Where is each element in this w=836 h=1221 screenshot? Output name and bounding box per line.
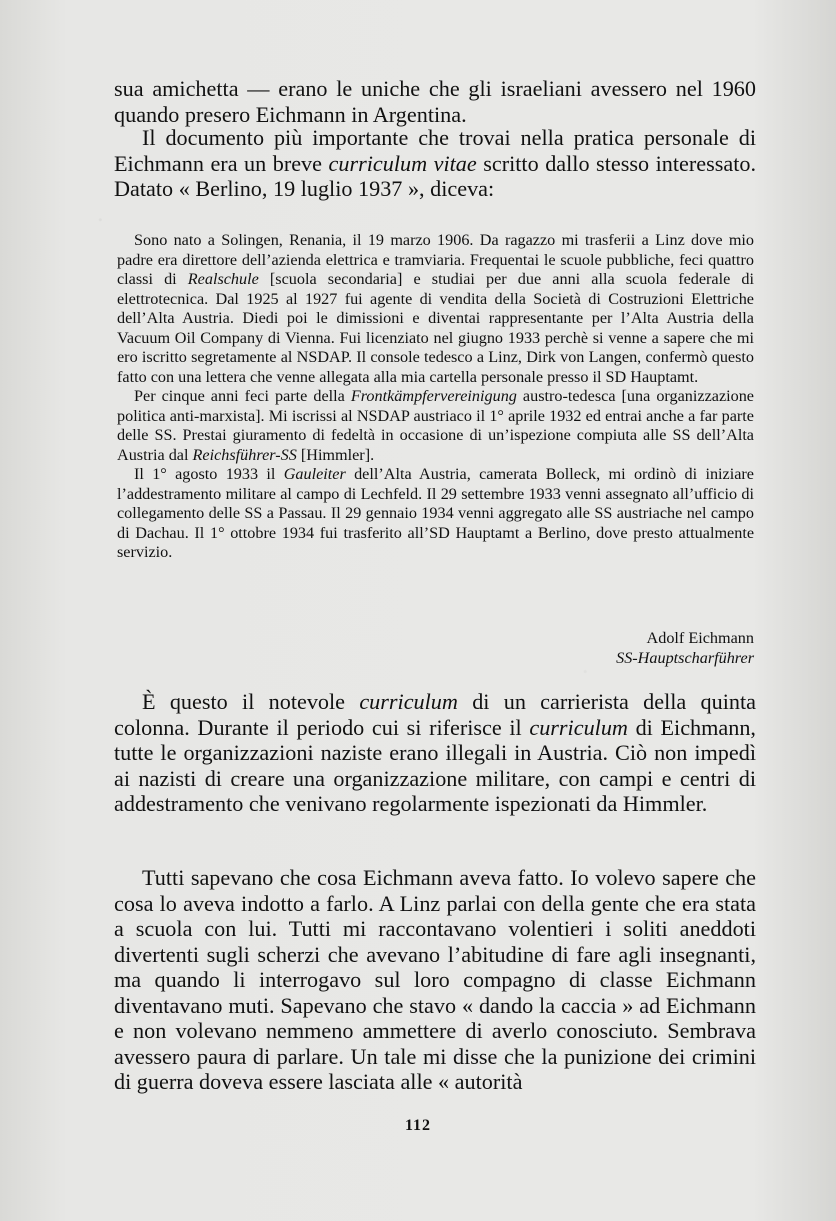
document-intro-paragraph [114, 125, 756, 202]
signature-rank: SS-Hauptscharführer [616, 648, 754, 667]
document-intro-italic: curriculum vitae [328, 150, 477, 176]
quote-p1-before: Sono nato a Solingen, Renania, il 19 marzo 1906. Da ragazzo mi trasferii a Linz dove mio padre era direttore dell’azienda elettrica e tramviaria. Frequentai le scuole pubbliche, feci quattro classi di [117, 231, 754, 288]
analysis-paragraph [114, 689, 756, 817]
page-number: 112 [404, 1117, 432, 1134]
curriculum-quote [117, 231, 754, 563]
quote-p2-italic2: Reichsführer-SS [192, 445, 297, 464]
analysis-italic-2: curriculum [529, 714, 628, 740]
opening-paragraph-text: sua amichetta — erano le uniche che gli israeliani avessero nel 1960 quando presero Eichmann in Argentina. [114, 76, 756, 127]
quote-p2-after: [Himmler]. [296, 445, 375, 464]
analysis-italic: curriculum [359, 689, 458, 714]
analysis-text-before: È questo il notevole [142, 689, 360, 714]
signature-name: Adolf Eichmann [646, 629, 754, 647]
quote-p1-italic: Realschule [187, 270, 259, 288]
analysis-text-after: di Eichmann, tutte le organizzazioni naziste erano illegali in Austria. Ciò non impedì ai nazisti di creare una organizzazione militare, con campi e centri di addestramento che venivano regolarmente ispezionati da Himmler. [114, 714, 756, 816]
quote-paragraph-3 [117, 465, 754, 563]
quote-p2-italic: Frontkämpfervereinigung [350, 387, 517, 405]
linz-paragraph [114, 865, 756, 1095]
quote-p3-after: dell’Alta Austria, camerata Bolleck, mi ordinò di iniziare l’addestramento militare al campo di Lechfeld. Il 29 settembre 1933 venni assegnato all’ufficio di collegamento delle SS a Passau. Il 29 gennaio 1934 venni aggregato alle SS austriache nel campo di Dachau. Il 1° ottobre 1934 fui trasferito all’SD Hauptamt a Berlino, dove presto attualmente servizio. [117, 465, 754, 561]
quote-paragraph-2 [117, 387, 754, 465]
opening-paragraph [114, 76, 756, 127]
quote-p3-before: Il 1° agosto 1933 il [134, 465, 284, 483]
linz-paragraph-text: Tutti sapevano che cosa Eichmann aveva fatto. Io volevo sapere che cosa lo aveva indotto a farlo. A Linz parlai con della gente che era stata a scuola con lui. Tutti mi raccontavano volentieri i soliti aneddoti divertenti sugli scherzi che avevano l’abitudine di fare agli insegnanti, ma quando li interrogavo sul loro compagno di classe Eichmann diventavano muti. Sapevano che stavo « dando la caccia » ad Eichmann e non volevano nemmeno ammettere di averlo conosciuto. Sembrava avessero paura di parlare. Un tale mi disse che la punizione dei crimini di guerra doveva essere lasciata alle « autorità [114, 865, 756, 1094]
analysis-text-middle: di un carrierista della quinta colonna. Durante il periodo cui si riferisce il [114, 689, 756, 740]
quote-p2-before: Per cinque anni feci parte della [134, 387, 351, 405]
quote-p3-italic: Gauleiter [283, 465, 346, 483]
document-intro-text-before: Il documento più importante che trovai nella pratica personale di Eichmann era un breve [114, 125, 756, 176]
signature-block [616, 629, 754, 668]
document-intro-text-after: scritto dallo stesso interessato. Datato « Berlino, 19 luglio 1937 », diceva: [114, 150, 757, 201]
quote-paragraph-1 [117, 231, 754, 387]
quote-p1-after: [scuola secondaria] e studiai per due anni alla scuola federale di elettrotecnica. Dal 1925 al 1927 fui agente di vendita della Società di Costruzioni Elettriche dell’Alta Austria. Diedi poi le dimissioni e diventai rappresentante per l’Alta Austria della Vacuum Oil Company di Vienna. Fui licenziato nel giugno 1933 perchè si venne a sapere che mi ero iscritto segretamente al NSDAP. Il console tedesco a Linz, Dirk von Langen, confermò questo fatto con una lettera che venne allegata alla mia cartella personale presso il SD Hauptamt. [117, 270, 754, 386]
quote-p2-middle: austro-tedesca [una organizzazione politica anti-marxista]. Mi iscrissi al NSDAP austriaco il 1° aprile 1932 ed entrai anche a far parte delle SS. Prestai giuramento di fedeltà in occasione di un’ispezione compiuta alle SS dell’Alta Austria dal [117, 387, 754, 464]
